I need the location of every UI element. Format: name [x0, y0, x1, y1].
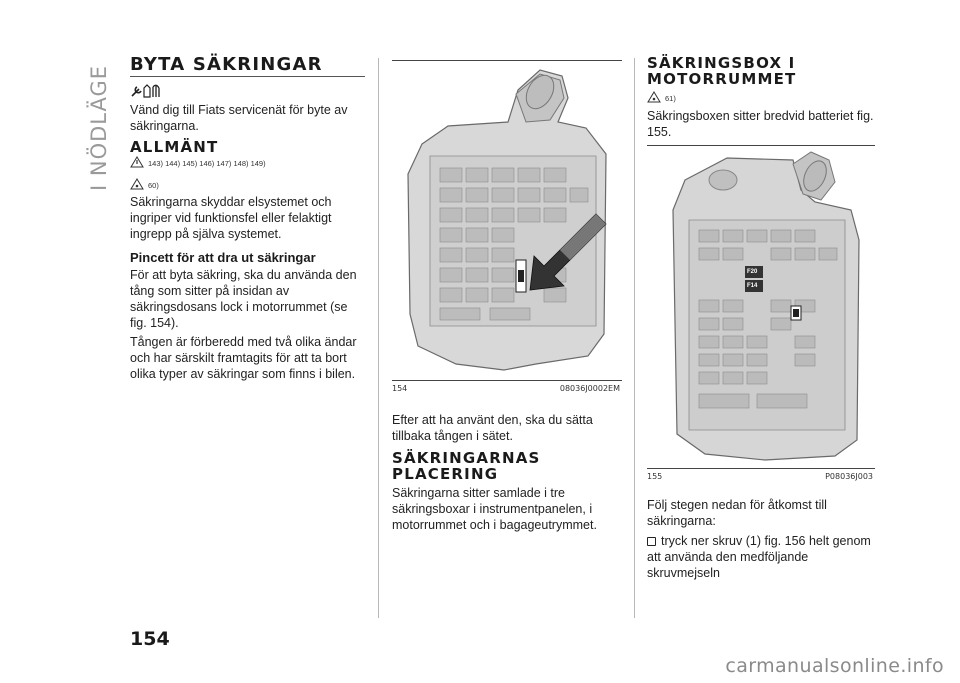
intro-text: Vänd dig till Fiats servicenät för byte av säkringarna.: [130, 103, 348, 133]
figure-code: 08036J0002EM: [559, 384, 620, 393]
warning-icon: [130, 156, 144, 168]
figure-code: P08036J003: [825, 472, 873, 481]
allmant-heading: ALLMÄNT: [130, 138, 219, 156]
warning-refs-text: 143) 144) 145) 146) 147) 148) 149): [148, 159, 266, 168]
step-bullet: [647, 537, 656, 546]
column-divider: [634, 58, 635, 618]
box-location-text: Säkringsboxen sitter bredvid batteriet fig. 155.: [647, 109, 874, 139]
step-1-text: tryck ner skruv (1) fig. 156 helt genom att använda den medföljande skruvmejseln: [647, 534, 871, 580]
box-heading-2: MOTORRUMMET: [647, 70, 797, 88]
section-title: BYTA SÄKRINGAR: [130, 54, 323, 75]
figure-number: 154: [392, 384, 408, 393]
service-wrench-icon: [130, 83, 164, 99]
fuse-label-f20: F20: [747, 269, 758, 275]
steps-intro: Följ stegen nedan för åtkomst till säkringarna:: [647, 498, 827, 528]
side-tab: [84, 58, 114, 198]
title-rule: [130, 76, 365, 77]
step-1: [647, 533, 875, 581]
after-use-text: Efter att ha använt den, ska du sätta tillbaka tången i sätet.: [392, 413, 593, 443]
note-refs: [130, 178, 159, 190]
pincett-text-1: För att byta säkring, ska du använda den tång som sitter på insidan av säkringsdosans lock i motorrummet (se fig. 154).: [130, 268, 357, 330]
figure-caption-rule: [647, 468, 875, 469]
side-tab-label: I NÖDLÄGE: [87, 65, 111, 191]
figure-number: 155: [647, 472, 663, 481]
page-number: 154: [130, 628, 170, 650]
caution-icon: [130, 178, 144, 190]
engine-fuse-box-figure: [665, 150, 865, 465]
caution-icon: [647, 91, 661, 103]
pincett-heading: Pincett för att dra ut säkringar: [130, 250, 316, 265]
column-divider: [378, 58, 379, 618]
warning-refs: [130, 156, 266, 168]
box-heading-1: SÄKRINGSBOX I: [647, 54, 796, 72]
box-note-refs-text: 61): [665, 94, 676, 103]
note-refs-text: 60): [148, 181, 159, 190]
figure-top-rule: [392, 60, 622, 61]
box-note-refs: [647, 91, 676, 103]
placering-heading-2: PLACERING: [392, 465, 499, 483]
pincett-text-2: Tången är förberedd med två olika ändar och har särskilt framtagits för att ta bort olika typer av säkringar som finns i bilen.: [130, 335, 357, 381]
figure-caption-rule: [392, 380, 622, 381]
watermark[interactable]: carmanualsonline.info: [725, 655, 944, 677]
figure-top-rule: [647, 145, 875, 146]
placering-text: Säkringarna sitter samlade i tre säkringsboxar i instrumentpanelen, i motorrummet och i bagageutrymmet.: [392, 486, 597, 532]
allmant-text: Säkringarna skyddar elsystemet och ingriper vid funktionsfel eller felaktigt ingrepp på själva systemet.: [130, 195, 332, 241]
placering-heading-1: SÄKRINGARNAS: [392, 449, 541, 467]
fuse-box-lid-figure: [400, 64, 616, 376]
fuse-label-f14: F14: [747, 283, 758, 289]
